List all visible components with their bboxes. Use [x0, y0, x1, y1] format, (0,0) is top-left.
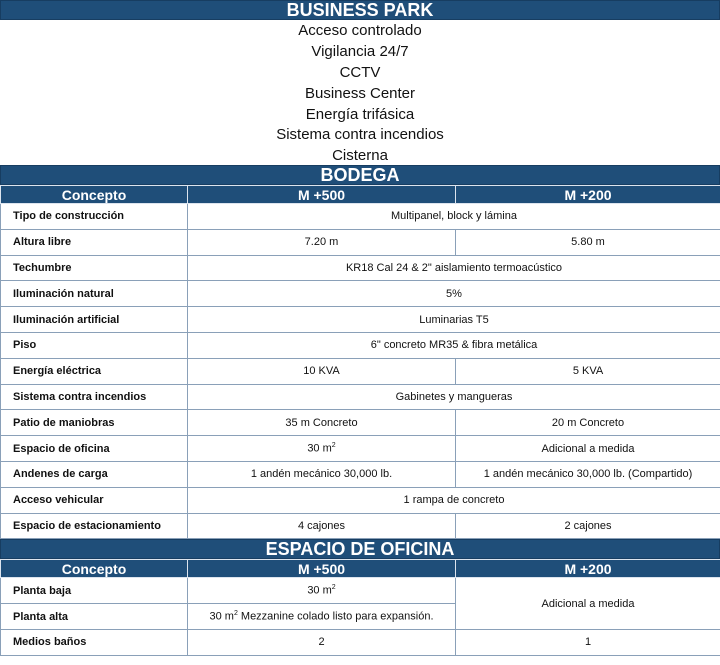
- row-value-m200: 1: [456, 629, 720, 655]
- table-row: [1, 513, 720, 539]
- table-row: [1, 578, 720, 604]
- row-value-m500: 10 KVA: [188, 358, 456, 384]
- header-m500: M +500: [188, 186, 456, 204]
- row-value-m200: Adicional a medida: [456, 578, 720, 630]
- table-row: [1, 281, 720, 307]
- table-row: [1, 410, 720, 436]
- feature-item: Cisterna: [332, 147, 388, 165]
- row-value-m500: 35 m Concreto: [188, 410, 456, 436]
- table-row: [1, 487, 720, 513]
- table-row: [1, 332, 720, 358]
- row-label: Altura libre: [1, 229, 188, 255]
- header-concepto: Concepto: [1, 186, 188, 204]
- table-row: [1, 629, 720, 655]
- oficina-table: [0, 559, 720, 655]
- feature-item: Energía trifásica: [305, 105, 415, 123]
- superscript: 2: [233, 610, 238, 618]
- feature-item: Acceso controlado: [298, 22, 422, 39]
- header-m500: M +500: [188, 560, 456, 578]
- header-m200: M +200: [456, 560, 720, 578]
- row-label: Planta baja: [1, 578, 188, 604]
- table-row: [1, 229, 720, 255]
- row-value: Multipanel, block y lámina: [188, 204, 720, 230]
- business-park-features: [0, 20, 720, 165]
- row-label: Medios baños: [1, 629, 188, 655]
- row-value: 6" concreto MR35 & fibra metálica: [188, 332, 720, 358]
- row-value: Luminarias T5: [188, 307, 720, 333]
- bodega-table: [0, 185, 720, 539]
- feature-item: CCTV: [339, 63, 381, 81]
- table-row: [1, 461, 720, 487]
- row-value-m500: [188, 578, 456, 604]
- bodega-title: BODEGA: [0, 165, 720, 185]
- row-value-m500: 4 cajones: [188, 513, 456, 539]
- feature-item: Business Center: [304, 84, 416, 102]
- header-row: [1, 560, 720, 578]
- table-row: [1, 358, 720, 384]
- row-label: Espacio de oficina: [1, 436, 188, 462]
- row-label: Iluminación natural: [1, 281, 188, 307]
- row-value-m200: 5 KVA: [456, 358, 720, 384]
- business-park-title: BUSINESS PARK: [0, 0, 720, 20]
- row-label: Planta alta: [1, 604, 188, 630]
- row-label: Iluminación artificial: [1, 307, 188, 333]
- header-m200: M +200: [456, 186, 720, 204]
- table-row: [1, 204, 720, 230]
- oficina-title: ESPACIO DE OFICINA: [0, 539, 720, 559]
- row-label: Acceso vehicular: [1, 487, 188, 513]
- row-value-m200: 1 andén mecánico 30,000 lb. (Compartido): [456, 461, 720, 487]
- row-label: Tipo de construcción: [1, 204, 188, 230]
- table-row: [1, 384, 720, 410]
- table-row: [1, 307, 720, 333]
- row-value: 1 rampa de concreto: [188, 487, 720, 513]
- table-row: [1, 436, 720, 462]
- feature-item: Sistema contra incendios: [276, 126, 444, 144]
- header-concepto: Concepto: [1, 560, 188, 578]
- row-value: Gabinetes y mangueras: [188, 384, 720, 410]
- row-value-m200: 2 cajones: [456, 513, 720, 539]
- row-value: KR18 Cal 24 & 2" aislamiento termoacústico: [188, 255, 720, 281]
- row-label: Espacio de estacionamiento: [1, 513, 188, 539]
- row-value-m500: 1 andén mecánico 30,000 lb.: [188, 461, 456, 487]
- table-row: [1, 255, 720, 281]
- value-text-suffix: Mezzanine colado listo para expansión.: [237, 610, 434, 623]
- row-label: Piso: [1, 332, 188, 358]
- row-label: Energía eléctrica: [1, 358, 188, 384]
- row-label: Andenes de carga: [1, 461, 188, 487]
- value-text: 30 m: [209, 610, 234, 623]
- row-label: Techumbre: [1, 255, 188, 281]
- feature-item: Vigilancia 24/7: [311, 42, 409, 60]
- row-label: Sistema contra incendios: [1, 384, 188, 410]
- row-value-m200: 20 m Concreto: [456, 410, 720, 436]
- row-value-m200: 5.80 m: [456, 229, 720, 255]
- row-value-m500: 7.20 m: [188, 229, 456, 255]
- row-value-m500: [188, 436, 456, 462]
- superscript: 2: [331, 584, 336, 592]
- value-text: 30 m: [307, 442, 332, 455]
- row-value-m500: 2: [188, 629, 456, 655]
- superscript: 2: [331, 442, 336, 450]
- value-text: 30 m: [307, 585, 332, 598]
- row-value-m200: Adicional a medida: [456, 436, 720, 462]
- row-label: Patio de maniobras: [1, 410, 188, 436]
- row-value-m500: [188, 604, 456, 630]
- row-value: 5%: [188, 281, 720, 307]
- header-row: [1, 186, 720, 204]
